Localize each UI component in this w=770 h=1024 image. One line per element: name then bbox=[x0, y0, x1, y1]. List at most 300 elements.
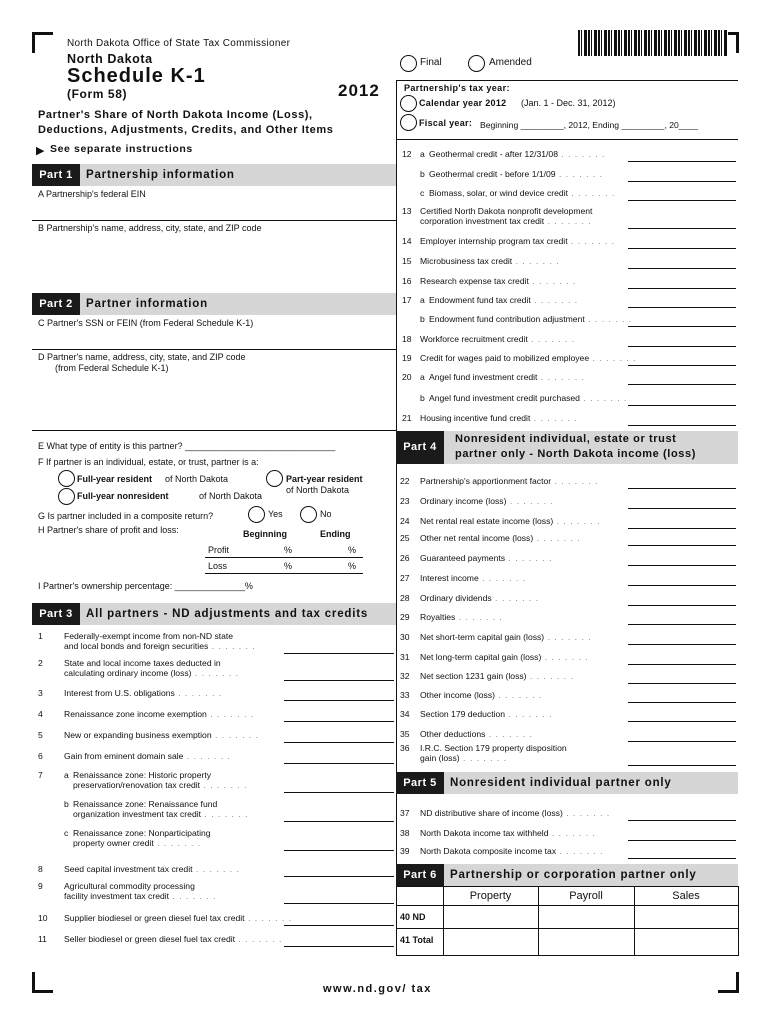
line-item-23 bbox=[400, 496, 554, 506]
subtitle-line1: Partner's Share of North Dakota Income (Loss), bbox=[38, 109, 313, 121]
line-item-34 bbox=[400, 709, 553, 719]
line-sub-letter: a bbox=[420, 149, 425, 159]
line-item-16 bbox=[402, 276, 576, 286]
amount-input[interactable] bbox=[284, 680, 394, 681]
row41-label: 41 Total bbox=[400, 935, 434, 945]
line-item-25 bbox=[400, 533, 581, 543]
leader-dots: . . . . . . . bbox=[553, 516, 601, 526]
final-checkbox[interactable] bbox=[400, 55, 417, 72]
line-item-30 bbox=[400, 632, 592, 642]
line-item-7a bbox=[38, 770, 211, 780]
line-number: 33 bbox=[400, 690, 410, 700]
leader-dots: . . . . . . . bbox=[491, 593, 540, 603]
corner-mark-top-left bbox=[32, 32, 53, 53]
leader-dots: . . . . . . . bbox=[174, 688, 223, 698]
line-item-15 bbox=[402, 256, 560, 266]
total-property-input[interactable] bbox=[443, 931, 538, 953]
amended-checkbox[interactable] bbox=[468, 55, 485, 72]
amount-input[interactable] bbox=[628, 565, 736, 566]
amount-input[interactable] bbox=[628, 384, 736, 385]
line-number: 11 bbox=[38, 934, 47, 944]
line-label: Workforce recruitment credit bbox=[420, 334, 528, 344]
line-number: 20 bbox=[402, 372, 412, 382]
total-sales-input[interactable] bbox=[634, 931, 738, 953]
part4-title-line2: partner only - North Dakota income (loss) bbox=[455, 448, 696, 460]
amended-label: Amended bbox=[489, 57, 532, 68]
line-label: Supplier biodiesel or green diesel fuel tax credit bbox=[64, 913, 245, 923]
line-label-continued bbox=[73, 838, 201, 848]
line-label-second: organization investment tax credit bbox=[73, 809, 202, 819]
amount-input[interactable] bbox=[628, 488, 736, 489]
rule bbox=[205, 557, 363, 558]
part-year-resident-label: Part-year resident bbox=[286, 474, 363, 484]
leader-dots: . . . . . . . bbox=[485, 729, 533, 739]
line-number: 21 bbox=[402, 413, 412, 423]
line-label: Ordinary income (loss) bbox=[420, 496, 507, 506]
leader-dots: . . . . . . . bbox=[556, 846, 604, 856]
leader-dots: . . . . . . . bbox=[551, 476, 599, 486]
leader-dots: . . . . . . . bbox=[506, 496, 554, 506]
leader-dots: . . . . . . . bbox=[530, 295, 579, 305]
payroll-column-header: Payroll bbox=[569, 890, 603, 902]
line-number: 12 bbox=[402, 149, 412, 159]
amount-input[interactable] bbox=[628, 248, 736, 249]
part3-title: All partners - ND adjustments and tax credits bbox=[86, 608, 369, 620]
line-label: Certified North Dakota nonprofit development bbox=[420, 206, 593, 216]
line-number: 8 bbox=[38, 864, 43, 874]
leader-dots: . . . . . . . bbox=[528, 276, 577, 286]
line-item-26 bbox=[400, 553, 552, 563]
full-year-resident-label: Full-year resident bbox=[77, 474, 153, 484]
line-sub-letter: b bbox=[420, 314, 425, 324]
fiscal-year-range: Beginning _________, 2012, Ending _________, 20____ bbox=[480, 120, 698, 130]
leader-dots: . . . . . . . bbox=[557, 149, 606, 159]
line-item-13 bbox=[402, 206, 592, 216]
amount-input[interactable] bbox=[284, 700, 394, 701]
part4-title-line1: Nonresident individual, estate or trust bbox=[455, 433, 677, 445]
loss-label: Loss bbox=[208, 561, 228, 571]
composite-no-label: No bbox=[320, 509, 332, 519]
amount-input[interactable] bbox=[628, 405, 736, 406]
leader-dots: . . . . . . . bbox=[512, 256, 560, 266]
leader-dots: . . . . . . . bbox=[548, 828, 596, 838]
line-sub-letter: a bbox=[64, 770, 69, 780]
line-number: 17 bbox=[402, 295, 412, 305]
line-label-second: preservation/renovation tax credit bbox=[73, 780, 201, 790]
amount-input[interactable] bbox=[284, 946, 394, 947]
amount-input[interactable] bbox=[628, 624, 736, 625]
leader-dots: . . . . . . . bbox=[568, 188, 616, 198]
line-label: Net long-term capital gain (loss) bbox=[420, 652, 542, 662]
line-label: Biomass, solar, or wind device credit bbox=[429, 188, 568, 198]
full-year-nonresident-radio[interactable] bbox=[58, 488, 75, 505]
line-item-4 bbox=[38, 709, 254, 719]
composite-yes-label: Yes bbox=[268, 509, 283, 519]
part2-tag: Part 2 bbox=[32, 293, 80, 315]
amount-input[interactable] bbox=[628, 346, 736, 347]
line-label-continued bbox=[73, 780, 248, 790]
rule bbox=[396, 905, 738, 906]
line-number: 27 bbox=[400, 573, 410, 583]
leader-dots: . . . . . . . bbox=[208, 641, 256, 651]
line-label: Guaranteed payments bbox=[420, 553, 506, 563]
line-number: 24 bbox=[400, 516, 410, 526]
leader-dots: . . . . . . . bbox=[183, 751, 231, 761]
composite-yes-radio[interactable] bbox=[248, 506, 265, 523]
line-number: 39 bbox=[400, 846, 410, 856]
line-label: Angel fund investment credit purchased bbox=[429, 393, 580, 403]
line-number: 7 bbox=[38, 770, 43, 780]
amount-input[interactable] bbox=[284, 821, 394, 822]
part5-header bbox=[396, 772, 738, 794]
line-label-second: property owner credit bbox=[73, 838, 154, 848]
profit-ending-pct: % bbox=[348, 545, 357, 555]
fiscal-year-label: Fiscal year: bbox=[419, 118, 473, 128]
line-item-b bbox=[402, 393, 627, 403]
full-year-resident-suffix: of North Dakota bbox=[165, 474, 229, 484]
amount-input[interactable] bbox=[628, 365, 736, 366]
line-label-continued bbox=[64, 891, 217, 901]
line-number: 3 bbox=[38, 688, 43, 698]
rule bbox=[205, 573, 363, 574]
full-year-resident-radio[interactable] bbox=[58, 470, 75, 487]
rule bbox=[396, 955, 738, 956]
calendar-year-label: Calendar year 2012 bbox=[419, 98, 507, 108]
line-number: 6 bbox=[38, 751, 43, 761]
tax-year-label: Partnership's tax year: bbox=[404, 83, 510, 93]
rule bbox=[32, 430, 396, 431]
amount-input[interactable] bbox=[284, 763, 394, 764]
line-item-12a bbox=[402, 149, 605, 159]
amount-input[interactable] bbox=[628, 307, 736, 308]
leader-dots: . . . . . . . bbox=[192, 864, 240, 874]
line-number: 10 bbox=[38, 913, 48, 923]
line-label: Endowment fund contribution adjustment bbox=[429, 314, 585, 324]
line-label: Renaissance zone: Renaissance fund bbox=[73, 799, 218, 809]
line-item-b bbox=[402, 169, 603, 179]
part-year-resident-radio[interactable] bbox=[266, 470, 283, 487]
amount-input[interactable] bbox=[284, 721, 394, 722]
rule bbox=[396, 928, 738, 929]
fiscal-year-checkbox[interactable] bbox=[400, 114, 417, 131]
line-number: 30 bbox=[400, 632, 410, 642]
amount-input[interactable] bbox=[628, 181, 736, 182]
form-title: Schedule K-1 bbox=[67, 65, 206, 87]
part6-title: Partnership or corporation partner only bbox=[450, 869, 697, 881]
line-number: 18 bbox=[402, 334, 412, 344]
line-item-1 bbox=[38, 631, 233, 641]
line-number: 31 bbox=[400, 652, 410, 662]
amount-input[interactable] bbox=[628, 585, 736, 586]
form-number: (Form 58) bbox=[67, 87, 128, 101]
part-year-resident-suffix: of North Dakota bbox=[286, 485, 350, 495]
leader-dots: . . . . . . . bbox=[478, 573, 527, 583]
line-item-31 bbox=[400, 652, 589, 662]
profit-loss-label: H Partner's share of profit and loss: bbox=[38, 525, 179, 535]
part4-tag: Part 4 bbox=[396, 431, 444, 464]
line-label: Net rental real estate income (loss) bbox=[420, 516, 554, 526]
line-item-8 bbox=[38, 864, 240, 874]
amount-input[interactable] bbox=[628, 840, 736, 841]
part6-header bbox=[396, 864, 738, 886]
leader-dots: . . . . . . . bbox=[579, 393, 628, 403]
amount-input[interactable] bbox=[628, 683, 736, 684]
amount-input[interactable] bbox=[284, 792, 394, 793]
line-number: 37 bbox=[400, 808, 410, 818]
line-item-32 bbox=[400, 671, 574, 681]
line-item-11 bbox=[38, 934, 282, 944]
amount-input[interactable] bbox=[628, 545, 736, 546]
rule bbox=[396, 886, 738, 887]
leader-dots: . . . . . . . bbox=[235, 934, 283, 944]
line-item-5 bbox=[38, 730, 259, 740]
full-year-nonresident-suffix: of North Dakota bbox=[199, 491, 263, 501]
line-label: Partnership's apportionment factor bbox=[420, 476, 552, 486]
amount-input[interactable] bbox=[628, 528, 736, 529]
amount-input[interactable] bbox=[628, 228, 736, 229]
line-item-21 bbox=[402, 413, 578, 423]
total-payroll-input[interactable] bbox=[538, 931, 634, 953]
leader-dots: . . . . . . . bbox=[169, 891, 217, 901]
amount-input[interactable] bbox=[628, 858, 736, 859]
line-item-c bbox=[402, 188, 615, 198]
rule bbox=[32, 220, 396, 221]
leader-dots: . . . . . . . bbox=[537, 372, 585, 382]
line-sub-letter: b bbox=[420, 169, 425, 179]
amount-input[interactable] bbox=[628, 326, 736, 327]
line-item-20a bbox=[402, 372, 585, 382]
line-label-second: gain (loss) bbox=[420, 753, 460, 763]
line-number: 13 bbox=[402, 206, 412, 216]
leader-dots: . . . . . . . bbox=[211, 730, 260, 740]
line-label: Angel fund investment credit bbox=[429, 372, 538, 382]
subtitle-line2: Deductions, Adjustments, Credits, and Other Items bbox=[38, 124, 334, 136]
leader-dots: . . . . . . . bbox=[544, 216, 592, 226]
line-item-28 bbox=[400, 593, 539, 603]
leader-dots: . . . . . . . bbox=[562, 808, 611, 818]
agency-name: North Dakota Office of State Tax Commissioner bbox=[67, 38, 291, 49]
profit-beginning-pct: % bbox=[284, 545, 293, 555]
amount-input[interactable] bbox=[628, 721, 736, 722]
profit-label: Profit bbox=[208, 545, 230, 555]
line-item-18 bbox=[402, 334, 575, 344]
partner-name-source: (from Federal Schedule K-1) bbox=[55, 363, 169, 373]
line-label: Endowment fund tax credit bbox=[429, 295, 531, 305]
amount-input[interactable] bbox=[628, 702, 736, 703]
line-label: Other net rental income (loss) bbox=[420, 533, 534, 543]
line-label: Credit for wages paid to mobilized employee bbox=[420, 353, 590, 363]
line-number: 5 bbox=[38, 730, 43, 740]
line-label: Section 179 deduction bbox=[420, 709, 506, 719]
sales-column-header: Sales bbox=[672, 890, 700, 902]
amount-input[interactable] bbox=[284, 876, 394, 877]
line-label: Net short-term capital gain (loss) bbox=[420, 632, 545, 642]
ending-header: Ending bbox=[320, 529, 351, 539]
line-number: 16 bbox=[402, 276, 412, 286]
nd-property-input[interactable] bbox=[443, 908, 538, 928]
leader-dots: . . . . . . . bbox=[244, 913, 293, 923]
amount-input[interactable] bbox=[628, 508, 736, 509]
composite-no-radio[interactable] bbox=[300, 506, 317, 523]
entity-type-label: E What type of entity is this partner? ______________________________ bbox=[38, 441, 336, 451]
line-number: 1 bbox=[38, 631, 43, 641]
line-item-33 bbox=[400, 690, 542, 700]
line-sub-letter: c bbox=[64, 828, 69, 838]
leader-dots: . . . . . . . bbox=[526, 671, 574, 681]
line-number: 26 bbox=[400, 553, 410, 563]
partner-type-label: F If partner is an individual, estate, or trust, partner is a: bbox=[38, 457, 259, 467]
nd-sales-input[interactable] bbox=[634, 908, 738, 928]
composite-return-label: G Is partner included in a composite return? bbox=[38, 511, 214, 521]
amount-input[interactable] bbox=[628, 425, 736, 426]
line-label: Net section 1231 gain (loss) bbox=[420, 671, 527, 681]
line-item-35 bbox=[400, 729, 533, 739]
leader-dots: . . . . . . . bbox=[533, 533, 581, 543]
line-label: North Dakota income tax withheld bbox=[420, 828, 549, 838]
line-item-29 bbox=[400, 612, 503, 622]
leader-dots: . . . . . . . bbox=[505, 553, 553, 563]
line-label: Ordinary dividends bbox=[420, 593, 492, 603]
line-label: Other deductions bbox=[420, 729, 486, 739]
amount-input[interactable] bbox=[284, 653, 394, 654]
line-number: 15 bbox=[402, 256, 412, 266]
tax-year: 2012 bbox=[338, 81, 380, 100]
rule bbox=[32, 349, 396, 350]
line-item-38 bbox=[400, 828, 596, 838]
footer-url: www.nd.gov/ tax bbox=[323, 983, 432, 995]
partnership-name-label: B Partnership's name, address, city, state, and ZIP code bbox=[38, 223, 262, 233]
part2-title: Partner information bbox=[86, 298, 208, 310]
final-label: Final bbox=[420, 57, 442, 68]
part2-header bbox=[32, 293, 396, 315]
leader-dots: . . . . . . . bbox=[505, 709, 553, 719]
amount-input[interactable] bbox=[628, 741, 736, 742]
line-label-second: corporation investment tax credit bbox=[420, 216, 545, 226]
line-label: I.R.C. Section 179 property disposition bbox=[420, 743, 567, 753]
line-number: 2 bbox=[38, 658, 43, 668]
line-item-19 bbox=[402, 353, 637, 363]
line-label-second: and local bonds and foreign securities bbox=[64, 641, 209, 651]
line-label: Renaissance zone: Historic property bbox=[73, 770, 212, 780]
partnership-ein-label: A Partnership's federal EIN bbox=[38, 189, 146, 199]
loss-beginning-pct: % bbox=[284, 561, 293, 571]
leader-dots: . . . . . . . bbox=[555, 169, 604, 179]
line-number: 25 bbox=[400, 533, 410, 543]
line-item-39 bbox=[400, 846, 604, 856]
line-item-10 bbox=[38, 913, 292, 923]
part1-header bbox=[32, 164, 396, 186]
amount-input[interactable] bbox=[284, 925, 394, 926]
amount-input[interactable] bbox=[628, 200, 736, 201]
line-number: 4 bbox=[38, 709, 43, 719]
line-label-continued bbox=[64, 668, 239, 678]
amount-input[interactable] bbox=[628, 161, 736, 162]
amount-input[interactable] bbox=[284, 850, 394, 851]
line-item-24 bbox=[400, 516, 601, 526]
line-label-continued bbox=[420, 216, 592, 226]
partner-name-label: D Partner's name, address, city, state, and ZIP code bbox=[38, 352, 246, 362]
line-label: Geothermal credit - before 1/1/09 bbox=[429, 169, 556, 179]
leader-dots: . . . . . . . bbox=[544, 632, 592, 642]
part4-header bbox=[396, 431, 738, 464]
corner-mark-bottom-right bbox=[718, 972, 739, 993]
line-label: Seller biodiesel or green diesel fuel tax credit bbox=[64, 934, 236, 944]
line-label: Renaissance zone: Nonparticipating bbox=[73, 828, 211, 838]
part5-title: Nonresident individual partner only bbox=[450, 777, 672, 789]
column-divider bbox=[396, 80, 397, 956]
amount-input[interactable] bbox=[284, 903, 394, 904]
amount-input[interactable] bbox=[628, 644, 736, 645]
leader-dots: . . . . . . . bbox=[201, 809, 249, 819]
partner-ssn-label: C Partner's SSN or FEIN (from Federal Schedule K-1) bbox=[38, 318, 254, 328]
line-number: 9 bbox=[38, 881, 43, 891]
nd-payroll-input[interactable] bbox=[538, 908, 634, 928]
amount-input[interactable] bbox=[628, 820, 736, 821]
leader-dots: . . . . . . . bbox=[191, 668, 239, 678]
leader-dots: . . . . . . . bbox=[459, 753, 508, 763]
line-item-27 bbox=[400, 573, 526, 583]
line-label: Federally-exempt income from non-ND state bbox=[64, 631, 234, 641]
line-item-36 bbox=[400, 743, 567, 753]
line-number: 29 bbox=[400, 612, 410, 622]
line-item-9 bbox=[38, 881, 195, 891]
part1-title: Partnership information bbox=[86, 169, 235, 181]
amount-input[interactable] bbox=[628, 268, 736, 269]
part6-tag: Part 6 bbox=[396, 864, 444, 886]
amount-input[interactable] bbox=[628, 765, 736, 766]
leader-dots: . . . . . . . bbox=[455, 612, 503, 622]
line-item-17a bbox=[402, 295, 578, 305]
line-label-continued bbox=[420, 753, 507, 763]
line-label: Microbusiness tax credit bbox=[420, 256, 513, 266]
line-label: North Dakota composite income tax bbox=[420, 846, 557, 856]
line-number: 19 bbox=[402, 353, 412, 363]
line-label: Research expense tax credit bbox=[420, 276, 529, 286]
line-number: 34 bbox=[400, 709, 410, 719]
line-item-2 bbox=[38, 658, 221, 668]
corner-mark-bottom-left bbox=[32, 972, 53, 993]
rule bbox=[738, 886, 739, 956]
line-label: Royalties bbox=[420, 612, 456, 622]
amount-input[interactable] bbox=[284, 742, 394, 743]
line-label: Gain from eminent domain sale bbox=[64, 751, 184, 761]
line-item-14 bbox=[402, 236, 615, 246]
line-label: Other income (loss) bbox=[420, 690, 495, 700]
leader-dots: . . . . . . . bbox=[589, 353, 637, 363]
line-label: Housing incentive fund credit bbox=[420, 413, 531, 423]
leader-dots: . . . . . . . bbox=[567, 236, 616, 246]
line-sub-letter: a bbox=[420, 295, 425, 305]
line-label-continued bbox=[73, 809, 248, 819]
calendar-year-checkbox[interactable] bbox=[400, 95, 417, 112]
row40-label: 40 ND bbox=[400, 912, 426, 922]
amount-input[interactable] bbox=[628, 605, 736, 606]
barcode bbox=[578, 30, 728, 56]
loss-ending-pct: % bbox=[348, 561, 357, 571]
line-number: 36 bbox=[400, 743, 410, 753]
line-item-c bbox=[38, 828, 211, 838]
tax-year-bottom-rule bbox=[396, 139, 738, 140]
line-item-b bbox=[402, 314, 632, 324]
leader-dots: . . . . . . . bbox=[206, 709, 255, 719]
amount-input[interactable] bbox=[628, 288, 736, 289]
line-label: Geothermal credit - after 12/31/08 bbox=[429, 149, 558, 159]
line-number: 28 bbox=[400, 593, 410, 603]
line-label: Interest income bbox=[420, 573, 479, 583]
line-item-6 bbox=[38, 751, 231, 761]
line-sub-letter: c bbox=[420, 188, 425, 198]
amount-input[interactable] bbox=[628, 664, 736, 665]
